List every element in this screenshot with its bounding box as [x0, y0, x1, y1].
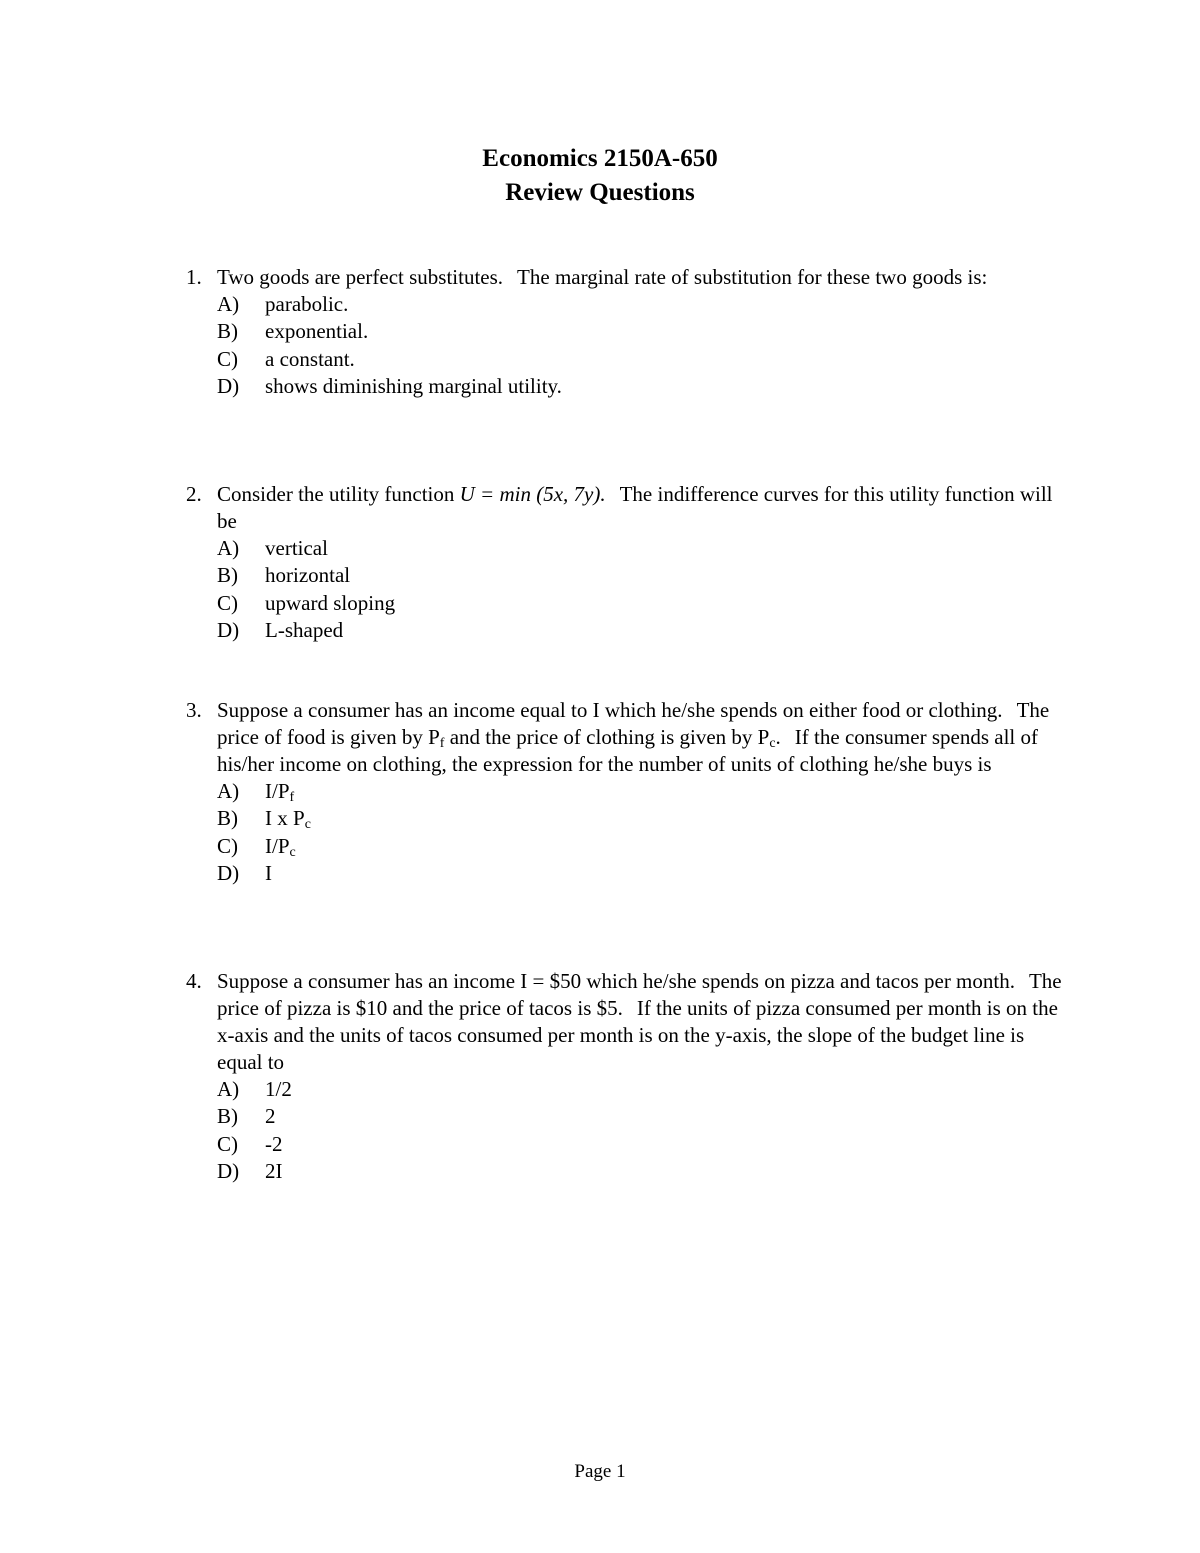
option-letter: D)	[217, 617, 240, 642]
answer-option	[217, 778, 1066, 805]
option-text: 1/2	[265, 1077, 292, 1101]
option-subscript: f	[289, 790, 295, 805]
answer-option	[217, 562, 1066, 589]
option-text: a constant.	[265, 346, 355, 371]
question-stem	[186, 481, 1066, 535]
question-text: The price of food is given by P	[217, 698, 1050, 749]
answer-option	[217, 1158, 1066, 1185]
option-letter: C)	[217, 590, 238, 615]
option-text: I	[265, 860, 272, 885]
course-title: Economics 2150A-650	[482, 145, 718, 172]
question-text: If the consumer spends all of his/her income on clothing, the expression for the number of units of clothing he/she buys is	[217, 725, 1038, 776]
question-text: The price of pizza is $10 and the price of tacos is $5.	[217, 969, 1062, 1020]
answer-option	[217, 1103, 1066, 1130]
subscript-clothing: c	[769, 736, 776, 751]
question-text: The indifference curves for this utility function will be	[217, 482, 1053, 533]
option-letter: B)	[217, 563, 238, 588]
question-2	[186, 481, 1066, 644]
option-text	[265, 805, 311, 832]
answer-option	[217, 291, 1066, 318]
question-text: If the units of pizza consumed per month is on the x-axis and the units of tacos consumed per month is on the y-axis, the slope of the budget line is equal to	[217, 996, 1058, 1074]
question-text: Two goods are perfect substitutes.	[217, 265, 504, 289]
option-letter: A)	[217, 292, 240, 316]
question-text: Consider the utility function	[217, 482, 455, 506]
option-letter: D)	[217, 860, 240, 885]
option-text	[265, 778, 294, 805]
answer-option	[217, 1131, 1066, 1158]
answer-options	[217, 1076, 1066, 1185]
option-main: I/P	[265, 833, 290, 858]
option-letter: A)	[217, 779, 240, 803]
option-letter: C)	[217, 833, 238, 858]
option-letter: B)	[217, 806, 238, 831]
question-text: .	[775, 725, 781, 749]
utility-formula: U = min (5x, 7y).	[459, 482, 606, 506]
question-number: 1.	[186, 265, 202, 289]
page-footer	[0, 1461, 1200, 1483]
answer-option	[217, 346, 1066, 373]
answer-option	[217, 318, 1066, 345]
answer-option	[217, 535, 1066, 562]
answer-option	[217, 617, 1066, 644]
question-number: 2.	[186, 482, 202, 506]
question-4	[186, 968, 1066, 1185]
option-letter: A)	[217, 1077, 240, 1101]
option-letter: B)	[217, 1104, 238, 1129]
answer-options	[217, 291, 1066, 400]
option-letter: C)	[217, 346, 238, 371]
option-text: exponential.	[265, 319, 369, 344]
question-text: Suppose a consumer has an income equal to I which he/she spends on either food or clothing.	[217, 698, 1003, 722]
option-letter: A)	[217, 536, 240, 560]
option-text: L-shaped	[265, 617, 344, 642]
answer-option	[217, 833, 1066, 860]
option-text	[265, 833, 296, 860]
option-text: 2I	[265, 1158, 283, 1183]
option-letter: D)	[217, 373, 240, 398]
answer-options	[217, 535, 1066, 644]
document-title: Review Questions	[505, 179, 695, 206]
question-stem	[186, 968, 1066, 1076]
question-number: 4.	[186, 969, 202, 993]
question-1	[186, 264, 1066, 400]
option-letter: D)	[217, 1158, 240, 1183]
question-3	[186, 697, 1066, 887]
option-main: I/P	[265, 779, 290, 803]
option-letter: C)	[217, 1131, 238, 1156]
option-main: I x P	[265, 806, 305, 831]
question-text: Suppose a consumer has an income I = $50 which he/she spends on pizza and tacos per month.	[217, 969, 1015, 993]
answer-option	[217, 805, 1066, 832]
option-text: -2	[265, 1131, 283, 1156]
question-stem	[186, 264, 1066, 291]
document-header	[0, 142, 1200, 210]
answer-option	[217, 1076, 1066, 1103]
option-letter: B)	[217, 319, 238, 344]
page-number: Page 1	[574, 1461, 626, 1482]
subscript-food: f	[439, 736, 445, 751]
option-subscript: c	[304, 817, 311, 833]
question-stem	[186, 697, 1066, 778]
option-text: vertical	[265, 536, 328, 560]
answer-options	[217, 778, 1066, 887]
option-text: horizontal	[265, 563, 351, 588]
option-text: 2	[265, 1104, 276, 1129]
question-text: The marginal rate of substitution for these two goods is:	[517, 265, 988, 289]
option-subscript: c	[289, 844, 296, 860]
option-text: upward sloping	[265, 590, 396, 615]
question-number: 3.	[186, 698, 202, 722]
question-text: and the price of clothing is given by P	[444, 725, 770, 749]
option-text: parabolic.	[265, 292, 349, 316]
option-text: shows diminishing marginal utility.	[265, 373, 562, 398]
answer-option	[217, 860, 1066, 887]
answer-option	[217, 590, 1066, 617]
answer-option	[217, 373, 1066, 400]
